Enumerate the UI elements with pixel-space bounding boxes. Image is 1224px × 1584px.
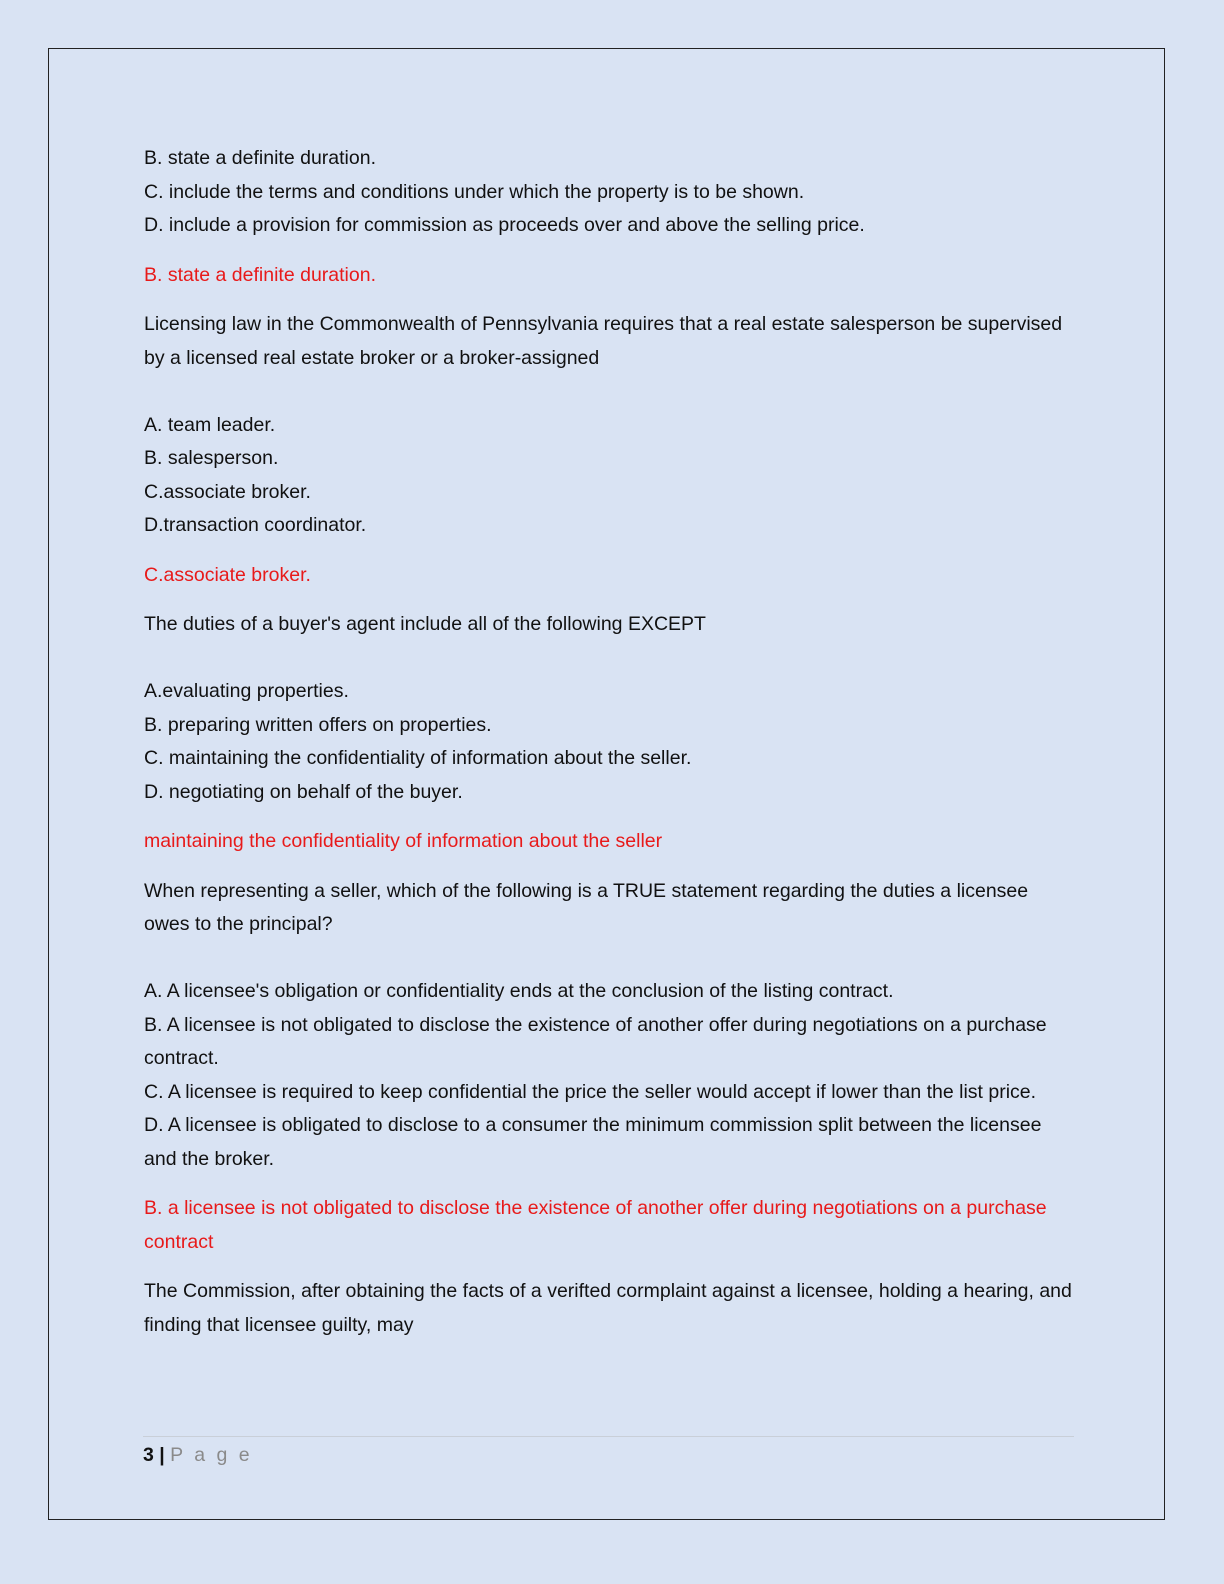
q1-option-c: C. include the terms and conditions under which the property is to be shown. — [144, 180, 805, 203]
q3-option-c: C. maintaining the confidentiality of information about the seller. — [144, 747, 692, 769]
q2-option-d: D.transaction coordinator. — [144, 514, 367, 536]
page-label: P a g e — [170, 1444, 253, 1466]
q4-option-c: C. A licensee is required to keep confidential the price the seller would accept if lower than the list price. — [144, 1080, 1037, 1103]
q3-answer: maintaining the confidentiality of information about the seller — [144, 830, 663, 852]
q5-question: The Commission, after obtaining the facts of a verifted cormplaint against a licensee, holding a hearing, and finding that licensee guilty, may — [144, 1280, 1072, 1336]
page-number: 3 — [143, 1444, 154, 1466]
q1-option-b: B. state a definite duration. — [144, 147, 376, 169]
document-body — [144, 142, 1074, 1342]
q4-option-b: B. A licensee is not obligated to disclose the existence of another offer during negotiations on a purchase contract. — [144, 1013, 1047, 1069]
q2-option-c: C.associate broker. — [144, 480, 311, 503]
q2-option-b: B. salesperson. — [144, 447, 279, 469]
q2-option-a: A. team leader. — [144, 413, 276, 436]
q3-option-b: B. preparing written offers on properties. — [144, 713, 492, 736]
q4-option-a: A. A licensee's obligation or confidentiality ends at the conclusion of the listing contract. — [144, 980, 894, 1002]
q3-option-d: D. negotiating on behalf of the buyer. — [144, 780, 463, 803]
q1-option-d: D. include a provision for commission as proceeds over and above the selling price. — [144, 214, 865, 236]
q2-answer: C.associate broker. — [144, 563, 311, 586]
q3-question: The duties of a buyer's agent include all of the following EXCEPT — [144, 613, 706, 635]
q1-answer: B. state a definite duration. — [144, 263, 376, 286]
page-footer — [143, 1436, 1074, 1471]
q4-answer: B. a licensee is not obligated to disclose the existence of another offer during negotiations on a purchase contract — [144, 1197, 1047, 1253]
q2-question: Licensing law in the Commonwealth of Pennsylvania requires that a real estate salesperson be supervised by a licensed real estate broker or a broker-assigned — [144, 313, 1063, 369]
q4-option-d: D. A licensee is obligated to disclose to a consumer the minimum commission split between the licensee and the broker. — [144, 1114, 1042, 1170]
page-separator: | — [159, 1444, 165, 1466]
q4-question: When representing a seller, which of the following is a TRUE statement regarding the duties a licensee owes to the principal? — [144, 879, 1029, 935]
q3-option-a: A.evaluating properties. — [144, 680, 349, 702]
